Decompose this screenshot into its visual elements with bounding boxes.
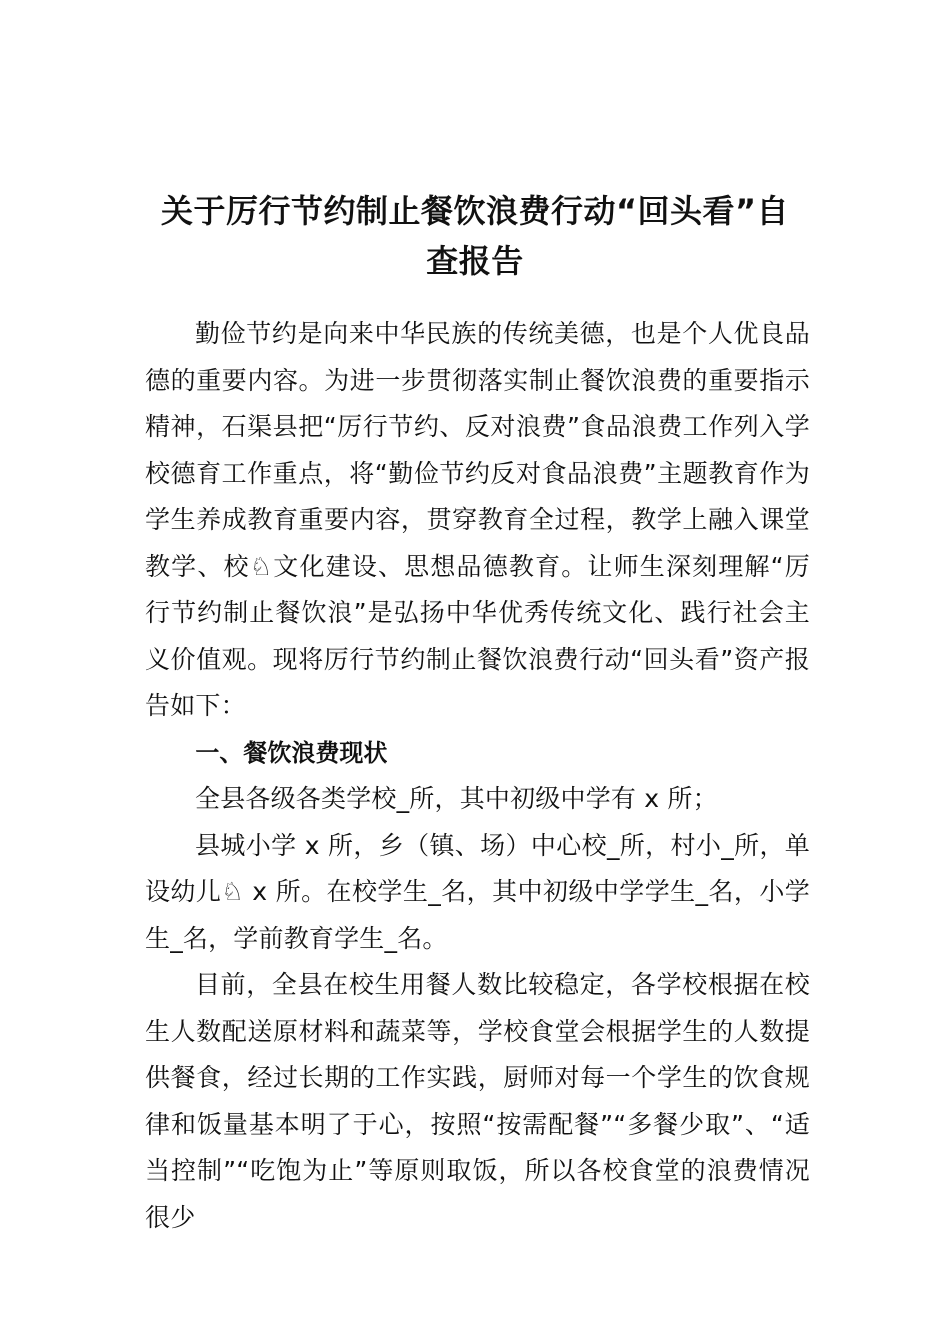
schools-count-paragraph: 全县各级各类学校_所，其中初级中学有 x 所； (195, 784, 718, 813)
students-count-paragraph: 县城小学 x 所，乡（镇、场）中心校_所，村小_所，单设幼儿♘ x 所。在校学生_名，其中初级中学学生_名，小学生_名，学前教育学生_名。 (145, 830, 810, 953)
document-title: 关于厉行节约制止餐饮浪费行动“回头看”自查报告 (160, 192, 790, 280)
document-body (145, 311, 810, 1241)
current-situation-paragraph: 目前，全县在校生用餐人数比较稳定，各学校根据在校生人数配送原材料和蔬菜等，学校食堂会根据学生的人数提供餐食，经过长期的工作实践，厨师对每一个学生的饮食规律和饭量基本明了于心，按照“按需配餐”“多餐少取”、“适当控制”“吃饱为止”等原则取饭，所以各校食堂的浪费情况很少 (145, 970, 810, 1232)
intro-paragraph: 勤俭节约是向来中华民族的传统美德，也是个人优良品德的重要内容。为进一步贯彻落实制止餐饮浪费的重要指示精神，石渠县把“厉行节约、反对浪费”食品浪费工作列入学校德育工作重点，将“勤俭节约反对食品浪费”主题教育作为学生养成教育重要内容，贯穿教育全过程，教学上融入课堂教学、校♘文化建设、思想品德教育。让师生深刻理解“厉行节约制止餐饮浪”是弘扬中华优秀传统文化、践行社会主义价值观。现将厉行节约制止餐饮浪费行动“回头看”资产报告如下： (145, 319, 810, 720)
section-heading: 一、餐饮浪费现状 (195, 738, 388, 767)
